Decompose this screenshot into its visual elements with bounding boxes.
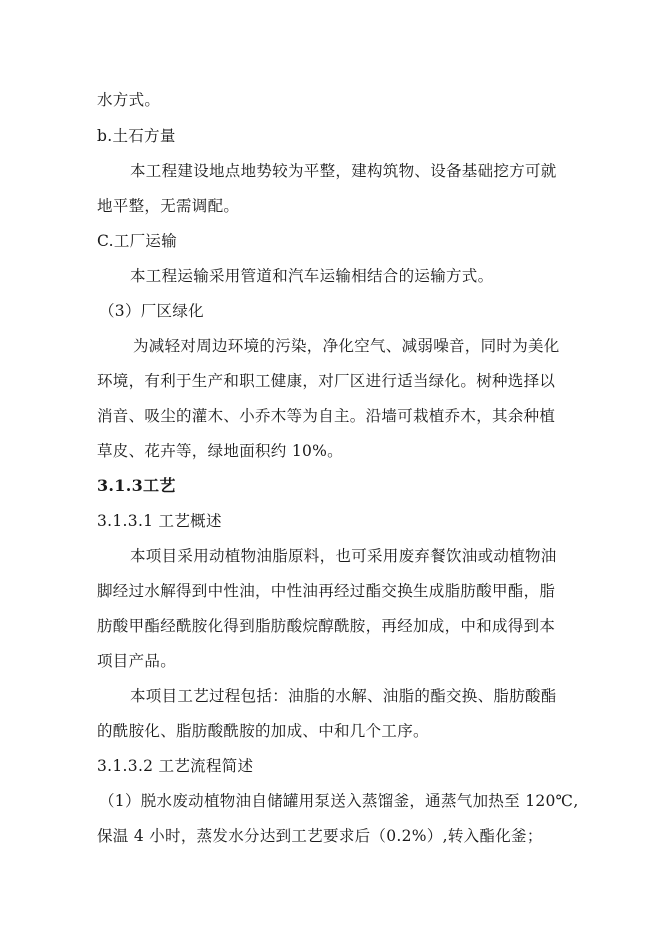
subsection-title-process-overview: 3.1.3.1 工艺概述 [97, 512, 222, 530]
paragraph-line: 脚经过水解得到中性油，中性油再经过酯交换生成脂肪酸甲酯，脂 [97, 582, 556, 600]
paragraph-line: 环境，有利于生产和职工健康，对厂区进行适当绿化。树种选择以 [97, 372, 556, 390]
text-line: 水方式。 [97, 91, 161, 109]
paragraph-line: 的酰胺化、脂肪酸酰胺的加成、中和几个工序。 [97, 722, 429, 740]
paragraph-line: 本工程建设地点地势较为平整，建构筑物、设备基础挖方可就 [130, 162, 557, 180]
paragraph-line: 为减轻对周边环境的污染，净化空气、减弱噪音，同时为美化 [133, 337, 560, 355]
subsection-title-earthwork: b.土石方量 [97, 127, 176, 145]
paragraph-line: 项目产品。 [97, 652, 177, 670]
section-heading-process: 3.1.3工艺 [97, 476, 176, 495]
paragraph-line: 消音、吸尘的灌木、小乔木等为自主。沿墙可栽植乔木，其余种植 [97, 407, 556, 425]
paragraph-line: 肪酸甲酯经酰胺化得到脂肪酸烷醇酰胺，再经加成，中和成得到本 [97, 617, 556, 635]
paragraph-line: （1）脱水废动植物油自储罐用泵送入蒸馏釜，通蒸气加热至 120℃, [99, 792, 579, 810]
paragraph-line: 本项目工艺过程包括：油脂的水解、油脂的酯交换、脂肪酸酯 [130, 687, 557, 705]
paragraph-line: 本工程运输采用管道和汽车运输相结合的运输方式。 [130, 267, 494, 285]
paragraph-line: 草皮、花卉等，绿地面积约 10%。 [97, 442, 343, 460]
subsection-title-transport: C.工厂运输 [97, 232, 178, 250]
subsection-title-greening: （3）厂区绿化 [99, 302, 204, 320]
paragraph-line: 本项目采用动植物油脂原料，也可采用废弃餐饮油或动植物油 [130, 547, 557, 565]
subsection-title-process-flow: 3.1.3.2 工艺流程简述 [97, 757, 254, 775]
paragraph-line: 地平整，无需调配。 [97, 197, 240, 215]
paragraph-line: 保温 4 小时，蒸发水分达到工艺要求后（0.2%）,转入酯化釜； [97, 827, 543, 845]
